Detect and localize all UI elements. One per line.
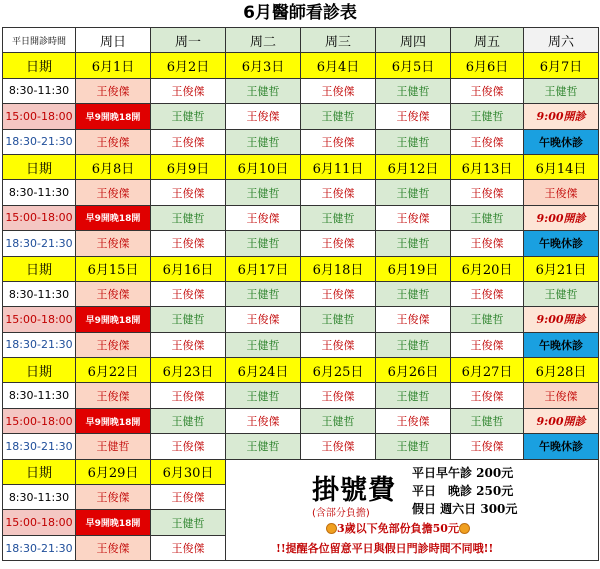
header-day: 周四 bbox=[376, 28, 451, 53]
doctor-cell: 午晚休診 bbox=[524, 129, 599, 154]
fee-box bbox=[226, 460, 598, 560]
doctor-cell: 王健哲 bbox=[524, 78, 599, 103]
time-slot-label: 18:30-21:30 bbox=[3, 332, 76, 357]
doctor-cell: 王健哲 bbox=[301, 205, 376, 230]
doctor-cell: 王健哲 bbox=[226, 281, 301, 306]
slot-row bbox=[3, 383, 599, 408]
date-cell: 6月13日 bbox=[451, 154, 524, 179]
doctor-cell: 王健哲 bbox=[226, 129, 301, 154]
doctor-cell: 王俊傑 bbox=[226, 205, 301, 230]
doctor-cell: 王健哲 bbox=[301, 104, 376, 129]
date-cell: 6月11日 bbox=[301, 154, 376, 179]
doctor-cell: 王健哲 bbox=[376, 332, 451, 357]
doctor-cell: 王健哲 bbox=[451, 205, 524, 230]
fee-line-weekend: 假日 週六日 300元 bbox=[412, 501, 518, 516]
date-cell: 6月26日 bbox=[376, 358, 451, 383]
lollipop-icon bbox=[459, 523, 470, 534]
time-slot-label: 15:00-18:00 bbox=[3, 104, 76, 129]
doctor-cell: 王健哲 bbox=[376, 434, 451, 459]
date-cell: 6月12日 bbox=[376, 154, 451, 179]
time-slot-label: 18:30-21:30 bbox=[3, 129, 76, 154]
doctor-cell: 王健哲 bbox=[226, 383, 301, 408]
doctor-cell: 王健哲 bbox=[151, 307, 226, 332]
slot-row bbox=[3, 281, 599, 306]
doctor-cell: 王俊傑 bbox=[301, 180, 376, 205]
date-cell: 6月16日 bbox=[151, 256, 226, 281]
time-slot-label: 15:00-18:00 bbox=[3, 408, 76, 433]
time-slot-label: 15:00-18:00 bbox=[3, 205, 76, 230]
date-cell: 6月20日 bbox=[451, 256, 524, 281]
doctor-cell: 王健哲 bbox=[301, 408, 376, 433]
doctor-cell: 王俊傑 bbox=[301, 129, 376, 154]
slot-row bbox=[3, 104, 599, 129]
doctor-cell: 王健哲 bbox=[376, 129, 451, 154]
doctor-cell: 王俊傑 bbox=[451, 281, 524, 306]
doctor-cell: 王俊傑 bbox=[76, 485, 151, 510]
doctor-cell: 王俊傑 bbox=[226, 408, 301, 433]
date-cell: 6月29日 bbox=[76, 459, 151, 484]
doctor-cell: 王俊傑 bbox=[76, 231, 151, 256]
date-row bbox=[3, 256, 599, 281]
header-corner: 平日開診時間 bbox=[3, 28, 76, 53]
doctor-cell: 王俊傑 bbox=[151, 129, 226, 154]
date-cell: 6月8日 bbox=[76, 154, 151, 179]
doctor-cell: 王俊傑 bbox=[151, 180, 226, 205]
doctor-cell: 王俊傑 bbox=[451, 383, 524, 408]
doctor-cell: 王俊傑 bbox=[451, 78, 524, 103]
date-cell: 6月17日 bbox=[226, 256, 301, 281]
time-slot-label: 18:30-21:30 bbox=[3, 535, 76, 560]
slot-row bbox=[3, 332, 599, 357]
date-label: 日期 bbox=[3, 358, 76, 383]
doctor-cell: 王健哲 bbox=[151, 205, 226, 230]
doctor-cell: 9:00開診 bbox=[524, 307, 599, 332]
doctor-cell: 王健哲 bbox=[226, 231, 301, 256]
date-cell: 6月14日 bbox=[524, 154, 599, 179]
date-cell: 6月3日 bbox=[226, 53, 301, 78]
time-slot-label: 8:30-11:30 bbox=[3, 180, 76, 205]
doctor-cell: 王俊傑 bbox=[301, 383, 376, 408]
doctor-cell: 王俊傑 bbox=[76, 78, 151, 103]
doctor-cell: 王俊傑 bbox=[151, 231, 226, 256]
doctor-cell: 王健哲 bbox=[376, 231, 451, 256]
time-slot-label: 15:00-18:00 bbox=[3, 510, 76, 535]
time-slot-label: 18:30-21:30 bbox=[3, 231, 76, 256]
doctor-cell: 王健哲 bbox=[376, 281, 451, 306]
doctor-cell: 王健哲 bbox=[301, 307, 376, 332]
doctor-cell: 王俊傑 bbox=[151, 485, 226, 510]
doctor-cell: 王俊傑 bbox=[301, 434, 376, 459]
doctor-cell: 王健哲 bbox=[451, 104, 524, 129]
date-cell: 6月6日 bbox=[451, 53, 524, 78]
doctor-cell: 王俊傑 bbox=[76, 180, 151, 205]
doctor-cell: 王俊傑 bbox=[76, 281, 151, 306]
doctor-cell: 王俊傑 bbox=[76, 535, 151, 560]
date-row bbox=[3, 154, 599, 179]
header-row bbox=[3, 28, 599, 53]
date-cell: 6月30日 bbox=[151, 459, 226, 484]
doctor-cell: 午晚休診 bbox=[524, 231, 599, 256]
fee-panel bbox=[226, 459, 599, 561]
doctor-cell: 王俊傑 bbox=[301, 231, 376, 256]
schedule-table bbox=[2, 27, 599, 561]
doctor-cell: 王健哲 bbox=[226, 78, 301, 103]
doctor-cell: 王俊傑 bbox=[151, 78, 226, 103]
header-day: 周一 bbox=[151, 28, 226, 53]
doctor-cell: 王俊傑 bbox=[376, 408, 451, 433]
doctor-cell: 早9開晚18開 bbox=[76, 104, 151, 129]
time-slot-label: 8:30-11:30 bbox=[3, 78, 76, 103]
doctor-cell: 王健哲 bbox=[226, 180, 301, 205]
slot-row bbox=[3, 408, 599, 433]
doctor-cell: 9:00開診 bbox=[524, 205, 599, 230]
date-label: 日期 bbox=[3, 154, 76, 179]
doctor-cell: 王健哲 bbox=[451, 408, 524, 433]
doctor-cell: 王俊傑 bbox=[226, 104, 301, 129]
date-cell: 6月21日 bbox=[524, 256, 599, 281]
doctor-cell: 王健哲 bbox=[226, 434, 301, 459]
doctor-cell: 早9開晚18開 bbox=[76, 408, 151, 433]
doctor-cell: 王健哲 bbox=[151, 510, 226, 535]
header-day: 周三 bbox=[301, 28, 376, 53]
doctor-cell: 王俊傑 bbox=[301, 281, 376, 306]
slot-row bbox=[3, 205, 599, 230]
slot-row bbox=[3, 307, 599, 332]
date-cell: 6月18日 bbox=[301, 256, 376, 281]
header-day: 周日 bbox=[76, 28, 151, 53]
doctor-cell: 王俊傑 bbox=[151, 383, 226, 408]
slot-row bbox=[3, 231, 599, 256]
slot-row bbox=[3, 129, 599, 154]
doctor-cell: 王俊傑 bbox=[451, 231, 524, 256]
doctor-cell: 王健哲 bbox=[376, 383, 451, 408]
date-row bbox=[3, 459, 599, 484]
date-cell: 6月25日 bbox=[301, 358, 376, 383]
doctor-cell: 王俊傑 bbox=[524, 383, 599, 408]
header-day: 周六 bbox=[524, 28, 599, 53]
date-cell: 6月10日 bbox=[226, 154, 301, 179]
doctor-cell: 9:00開診 bbox=[524, 408, 599, 433]
date-label: 日期 bbox=[3, 53, 76, 78]
doctor-cell: 王俊傑 bbox=[151, 434, 226, 459]
date-cell: 6月15日 bbox=[76, 256, 151, 281]
date-cell: 6月2日 bbox=[151, 53, 226, 78]
date-cell: 6月19日 bbox=[376, 256, 451, 281]
date-cell: 6月5日 bbox=[376, 53, 451, 78]
doctor-cell: 王俊傑 bbox=[451, 434, 524, 459]
header-day: 周五 bbox=[451, 28, 524, 53]
doctor-cell: 王俊傑 bbox=[376, 205, 451, 230]
doctor-cell: 王俊傑 bbox=[76, 129, 151, 154]
doctor-cell: 午晚休診 bbox=[524, 332, 599, 357]
fee-subtitle: (含部分負擔) bbox=[312, 507, 370, 519]
fee-line-weekday-night: 平日 晚診 250元 bbox=[412, 483, 514, 498]
date-cell: 6月24日 bbox=[226, 358, 301, 383]
doctor-cell: 王俊傑 bbox=[76, 332, 151, 357]
doctor-cell: 9:00開診 bbox=[524, 104, 599, 129]
doctor-cell: 王健哲 bbox=[524, 281, 599, 306]
date-cell: 6月4日 bbox=[301, 53, 376, 78]
doctor-cell: 午晚休診 bbox=[524, 434, 599, 459]
lollipop-icon bbox=[326, 523, 337, 534]
time-slot-label: 8:30-11:30 bbox=[3, 485, 76, 510]
doctor-cell: 王俊傑 bbox=[451, 129, 524, 154]
date-cell: 6月7日 bbox=[524, 53, 599, 78]
date-cell: 6月23日 bbox=[151, 358, 226, 383]
slot-row bbox=[3, 180, 599, 205]
doctor-cell: 早9開晚18開 bbox=[76, 510, 151, 535]
doctor-cell: 王俊傑 bbox=[451, 332, 524, 357]
fee-note-text: 3歲以下免部份負擔50元 bbox=[337, 521, 459, 535]
doctor-cell: 王俊傑 bbox=[376, 104, 451, 129]
date-cell: 6月22日 bbox=[76, 358, 151, 383]
doctor-cell: 王健哲 bbox=[451, 307, 524, 332]
doctor-cell: 王俊傑 bbox=[376, 307, 451, 332]
doctor-cell: 王健哲 bbox=[376, 78, 451, 103]
date-row bbox=[3, 53, 599, 78]
date-label: 日期 bbox=[3, 256, 76, 281]
fee-line-weekday-day: 平日早午診 200元 bbox=[412, 465, 514, 480]
time-slot-label: 8:30-11:30 bbox=[3, 383, 76, 408]
doctor-cell: 王俊傑 bbox=[301, 332, 376, 357]
date-cell: 6月1日 bbox=[76, 53, 151, 78]
doctor-cell: 王俊傑 bbox=[76, 383, 151, 408]
doctor-cell: 王俊傑 bbox=[151, 332, 226, 357]
date-cell: 6月27日 bbox=[451, 358, 524, 383]
doctor-cell: 王健哲 bbox=[151, 104, 226, 129]
slot-row bbox=[3, 78, 599, 103]
doctor-cell: 王健哲 bbox=[226, 332, 301, 357]
doctor-cell: 王俊傑 bbox=[226, 307, 301, 332]
date-label: 日期 bbox=[3, 459, 76, 484]
time-slot-label: 18:30-21:30 bbox=[3, 434, 76, 459]
time-slot-label: 8:30-11:30 bbox=[3, 281, 76, 306]
doctor-cell: 王健哲 bbox=[76, 434, 151, 459]
date-row bbox=[3, 358, 599, 383]
doctor-cell: 早9開晚18開 bbox=[76, 205, 151, 230]
doctor-cell: 早9開晚18開 bbox=[76, 307, 151, 332]
page-title: 6月醫師看診表 bbox=[243, 3, 357, 23]
fee-note bbox=[326, 520, 470, 536]
date-cell: 6月28日 bbox=[524, 358, 599, 383]
time-slot-label: 15:00-18:00 bbox=[3, 307, 76, 332]
doctor-cell: 王健哲 bbox=[376, 180, 451, 205]
slot-row bbox=[3, 434, 599, 459]
fee-warning: !!提醒各位留意平日與假日門診時間不同哦!! bbox=[276, 541, 494, 555]
date-cell: 6月9日 bbox=[151, 154, 226, 179]
doctor-cell: 王俊傑 bbox=[524, 180, 599, 205]
header-day: 周二 bbox=[226, 28, 301, 53]
doctor-cell: 王俊傑 bbox=[301, 78, 376, 103]
doctor-cell: 王俊傑 bbox=[451, 180, 524, 205]
doctor-cell: 王健哲 bbox=[151, 408, 226, 433]
doctor-cell: 王俊傑 bbox=[151, 535, 226, 560]
fee-title: 掛號費 bbox=[312, 474, 396, 506]
doctor-cell: 王俊傑 bbox=[151, 281, 226, 306]
